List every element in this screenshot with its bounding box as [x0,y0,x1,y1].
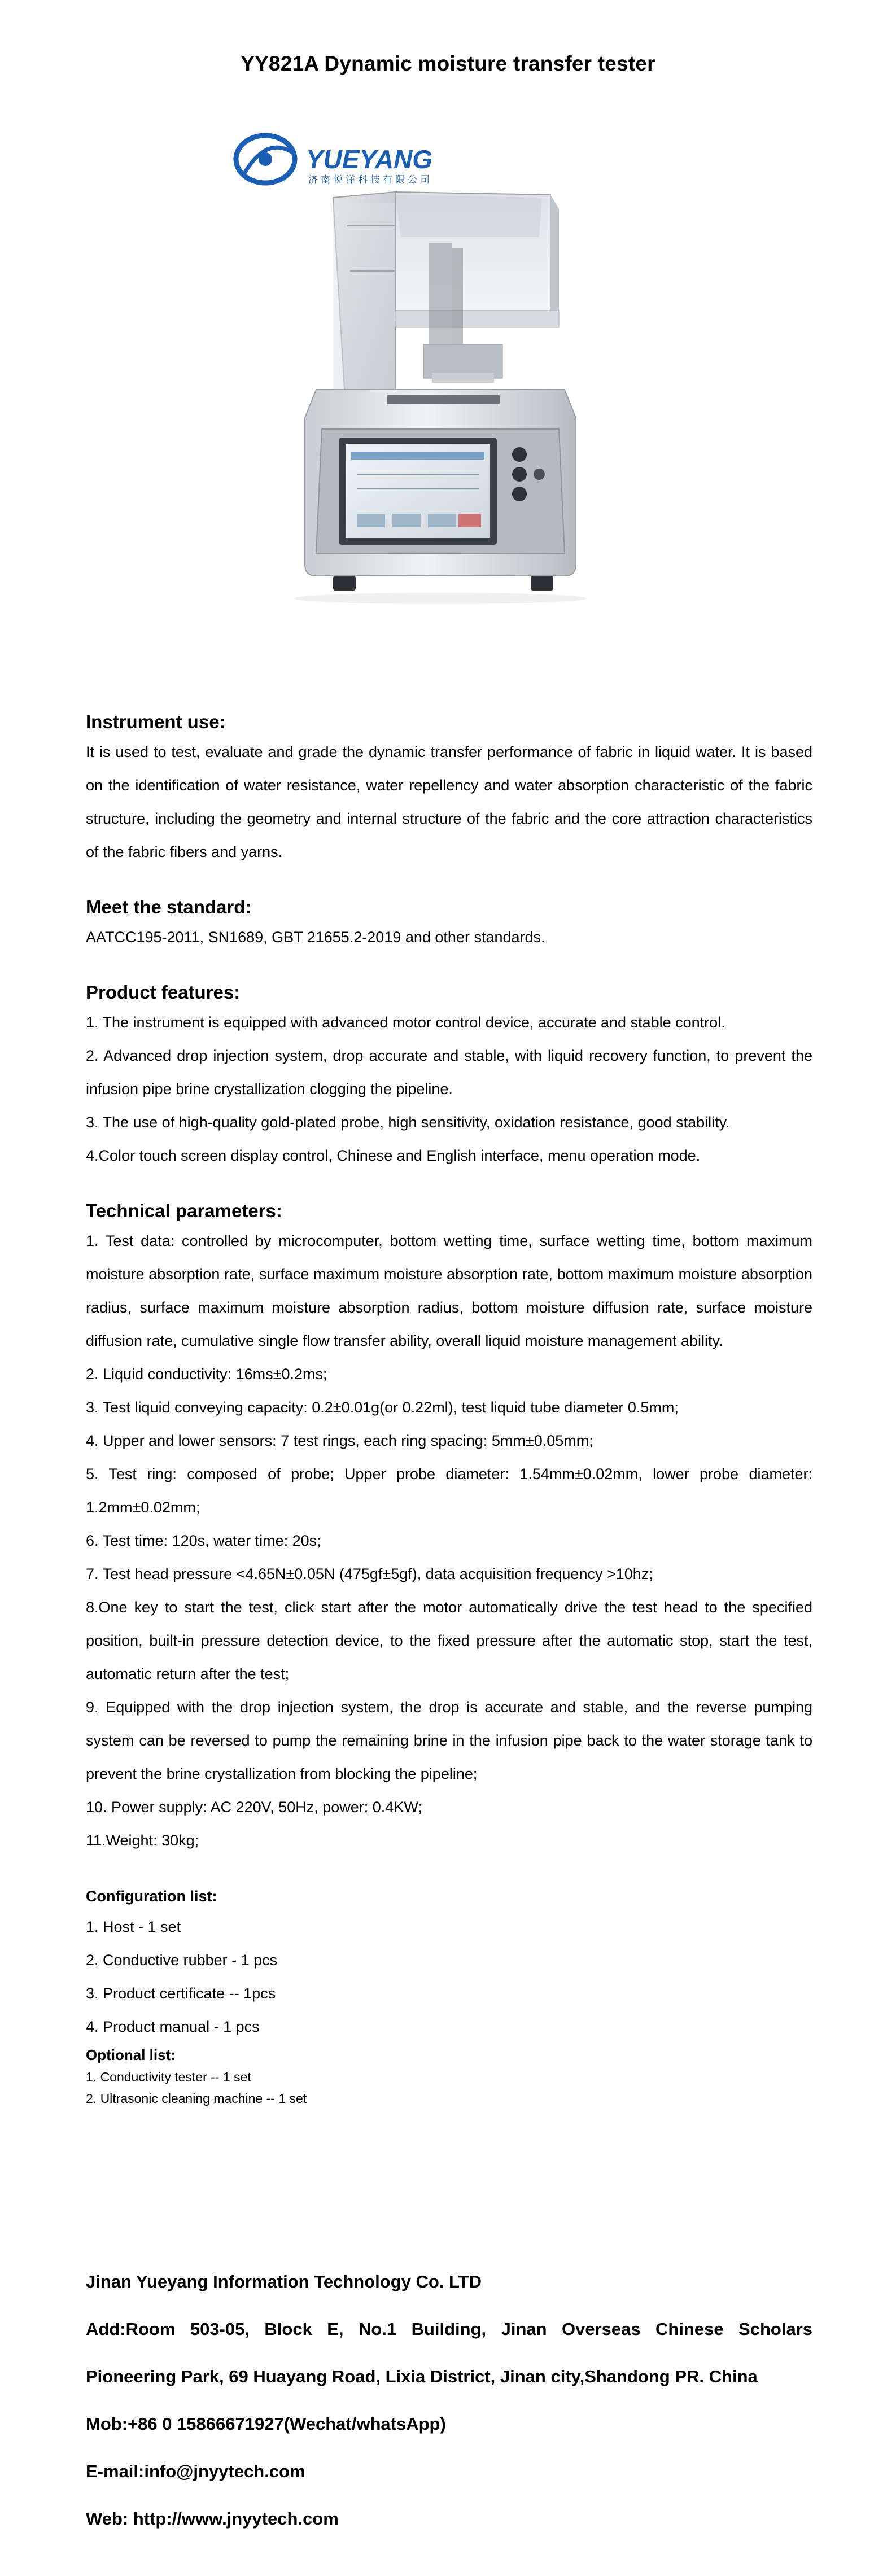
control-button [512,487,527,501]
company-address: Add:Room 503-05, Block E, No.1 Building, Jinan Overseas Chinese Scholars Pioneering Park, 69 Huayang Road, Lixia District, Jinan city,Shandong PR. China [86,2319,812,2386]
optional-list [86,2066,812,2109]
parameter-item: 4. Upper and lower sensors: 7 test rings, each ring spacing: 5mm±0.05mm; [86,1432,593,1449]
content-body [86,708,812,2109]
parameter-item: 8.One key to start the test, click start after the motor automatically drive the test head to the specified position, built-in pressure detection device, to the fixed pressure after the automatic stop, start the test, automatic return after the test; [86,1599,812,1682]
optional-item: 2. Ultrasonic cleaning machine -- 1 set [86,2091,307,2106]
optional-heading: Optional list: [86,2046,176,2063]
parameter-item: 5. Test ring: composed of probe; Upper probe diameter: 1.54mm±0.02mm, lower probe diameter: 1.2mm±0.02mm; [86,1466,812,1516]
company-name: Jinan Yueyang Information Technology Co. LTD [86,2272,482,2291]
parameter-item: 6. Test time: 120s, water time: 20s; [86,1532,321,1549]
logo-brand-text: YUEYANG [306,145,433,174]
features-heading: Product features: [86,982,241,1003]
parameter-item: 9. Equipped with the drop injection system, the drop is accurate and stable, and the reverse pumping system can be reversed to pump the remaining brine in the infusion pipe back to the water storage tank to prevent the brine crystallization from blocking the pipeline; [86,1699,812,1782]
company-mobile: Mob:+86 0 15866671927(Wechat/whatsApp) [86,2414,446,2434]
feature-item: 3. The use of high-quality gold-plated probe, high sensitivity, oxidation resistance, good stability. [86,1114,730,1131]
config-list [86,1910,812,2044]
instrument-body [294,390,587,604]
page-title: YY821A Dynamic moisture transfer tester [241,52,655,75]
optional-item: 1. Conductivity tester -- 1 set [86,2070,251,2084]
standard-heading: Meet the standard: [86,896,252,917]
feature-item: 1. The instrument is equipped with advanced motor control device, accurate and stable control. [86,1014,725,1031]
features-list [86,1006,812,1173]
parameter-item: 10. Power supply: AC 220V, 50Hz, power: 0.4KW; [86,1799,422,1816]
instrument-use-heading: Instrument use: [86,711,226,732]
config-item: 1. Host - 1 set [86,1918,181,1935]
parameter-item: 2. Liquid conductivity: 16ms±0.2ms; [86,1366,327,1383]
config-item: 4. Product manual - 1 pcs [86,2018,260,2035]
config-heading: Configuration list: [86,1888,217,1905]
parameter-item: 1. Test data: controlled by microcomputer, bottom wetting time, surface wetting time, bottom maximum moisture absorption rate, surface maximum moisture absorption rate, bottom maximum moisture absorption radius, surface maximum moisture absorption radius, bottom moisture diffusion rate, surface moisture diffusion rate, cumulative single flow transfer ability, overall liquid moisture management ability. [86,1232,812,1349]
instrument-cover [333,192,559,390]
foot [531,576,553,591]
feature-item: 4.Color touch screen display control, Chinese and English interface, menu operation mode. [86,1147,701,1164]
parameter-item: 11.Weight: 30kg; [86,1832,199,1849]
control-button [512,467,527,482]
parameters-heading: Technical parameters: [86,1200,282,1221]
config-item: 3. Product certificate -- 1pcs [86,1985,276,2002]
parameters-list [86,1224,812,1857]
logo-chinese-text: 济南悦洋科技有限公司 [308,174,432,186]
contact-block [86,2258,812,2543]
instrument-use-text: It is used to test, evaluate and grade the dynamic transfer performance of fabric in liquid water. It is based on the identification of water resistance, water repellency and water absorption characteristic of the fabric structure, including the geometry and internal structure of the fabric and the core attraction characteristics of the fabric fibers and yarns. [86,744,812,860]
company-website[interactable]: Web: http://www.jnyytech.com [86,2509,339,2529]
company-email[interactable]: E-mail:info@jnyytech.com [86,2461,305,2481]
parameter-item: 3. Test liquid conveying capacity: 0.2±0.01g(or 0.22ml), test liquid tube diameter 0.5mm; [86,1399,679,1416]
product-image [226,124,655,644]
standard-text: AATCC195-2011, SN1689, GBT 21655.2-2019 and other standards. [86,929,545,946]
brand-logo [236,135,432,186]
control-button [534,469,545,480]
foot [333,576,356,591]
control-button [512,447,527,462]
parameter-item: 7. Test head pressure <4.65N±0.05N (475gf±5gf), data acquisition frequency >10hz; [86,1565,653,1582]
config-item: 2. Conductive rubber - 1 pcs [86,1952,278,1969]
feature-item: 2. Advanced drop injection system, drop accurate and stable, with liquid recovery function, to prevent the infusion pipe brine crystallization clogging the pipeline. [86,1047,812,1097]
